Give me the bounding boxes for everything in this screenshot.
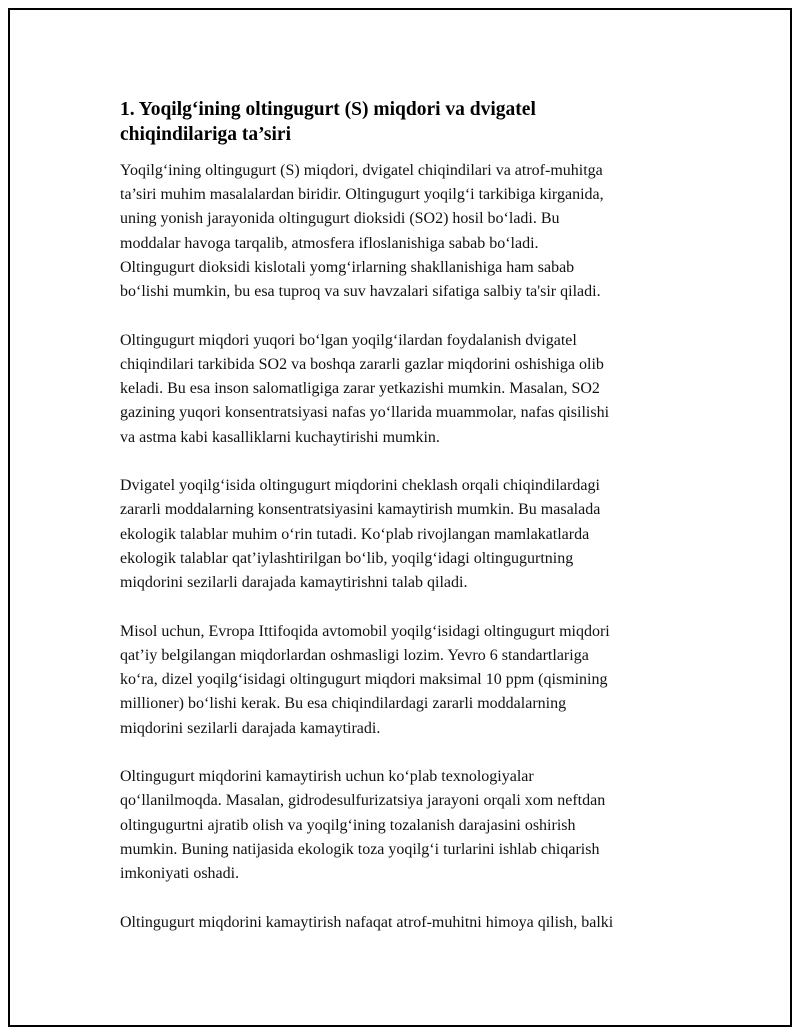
paragraph: Oltingugurt miqdorini kamaytirish nafaqat atrof-muhitni himoya qilish, balki [120,913,614,931]
paragraph: Dvigatel yoqilg‘isida oltingugurt miqdorini cheklash orqali chiqindilardagi zararli moddalarning konsentratsiyasini kamaytirish mumkin. Bu masalada ekologik talablar muhim o‘rin tutadi. Ko‘plab rivojlangan mamlakatlarda ekologik talablar qat’iylashtirilgan bo‘lib, yoqilg‘idagi oltingugurtning miqdorini sezilarli darajada kamaytirishni talab qiladi. [120,477,601,592]
document-page [8,8,792,1027]
document-content [120,97,695,959]
paragraph: Misol uchun, Evropa Ittifoqida avtomobil yoqilg‘isidagi oltingugurt miqdori qat’iy belgilangan miqdorlardan oshmasligi lozim. Yevro 6 standartlariga ko‘ra, dizel yoqilg‘isidagi oltingugurt miqdori maksimal 10 ppm (qismining millioner) bo‘lishi kerak. Bu esa chiqindilardagi zararli moddalarning miqdorini sezilarli darajada kamaytiradi. [120,622,610,737]
paragraph: Yoqilg‘ining oltingugurt (S) miqdori, dvigatel chiqindilari va atrof-muhitga ta’siri muhim masalalardan biridir. Oltingugurt yoqilg‘i tarkibiga kirganida, uning yonish jarayonida oltingugurt dioksidi (SO2) hosil bo‘ladi. Bu moddalar havoga tarqalib, atmosfera ifloslanishiga sabab bo‘ladi. Oltingugurt dioksidi kislotali yomg‘irlarning shakllanishiga ham sabab bo‘lishi mumkin, bu esa tuproq va suv havzalari sifatiga salbiy ta'sir qiladi. [120,162,604,301]
paragraph: Oltingugurt miqdori yuqori bo‘lgan yoqilg‘ilardan foydalanish dvigatel chiqindilari tarkibida SO2 va boshqa zararli gazlar miqdorini oshishiga olib keladi. Bu esa inson salomatligiga zarar yetkazishi mumkin. Masalan, SO2 gazining yuqori konsentratsiyasi nafas yo‘llarida muammolar, nafas qisilishi va astma kabi kasalliklarni kuchaytirishi mumkin. [120,331,610,446]
paragraph: Oltingugurt miqdorini kamaytirish uchun ko‘plab texnologiyalar qo‘llanilmoqda. Masalan, gidrodesulfurizatsiya jarayoni orqali xom neftdan oltingugurtni ajratib olish va yoqilg‘ining tozalanish darajasini oshirish mumkin. Buning natijasida ekologik toza yoqilg‘i turlarini ishlab chiqarish imkoniyati oshadi. [120,768,606,883]
section-heading: 1. Yoqilg‘ining oltingugurt (S) miqdori va dvigatel chiqindilariga ta’siri [120,99,536,145]
